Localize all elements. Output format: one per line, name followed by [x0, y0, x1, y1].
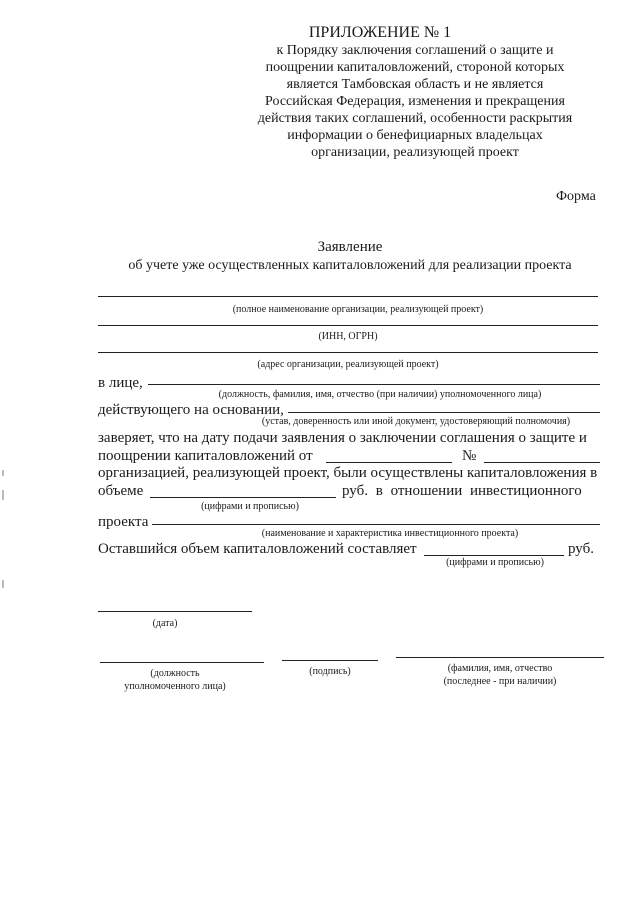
basis-caption: (устав, доверенность или иной документ, удостоверяющий полномочия)	[261, 416, 571, 427]
remaining-text: Оставшийся объем капиталовложений составляет	[98, 541, 417, 557]
project-line[interactable]	[152, 524, 600, 525]
amount-line[interactable]	[150, 497, 336, 498]
scan-edge-mark	[2, 470, 4, 476]
header-line: Российская Федерация, изменения и прекращения	[265, 94, 565, 109]
person-line[interactable]	[148, 384, 600, 385]
body-line: организацией, реализующей проект, были осуществлены капиталовложения в	[98, 465, 598, 481]
form-label: Форма	[556, 189, 596, 204]
body-line: заверяет, что на дату подачи заявления о заключении соглашения о защите и	[98, 430, 587, 446]
header-line: организации, реализующей проект	[311, 145, 519, 160]
body-line: поощрении капиталовложений от	[98, 448, 313, 464]
document-subtitle: об учете уже осуществленных капиталовложений для реализации проекта	[128, 258, 572, 273]
agreement-date-line[interactable]	[326, 462, 452, 463]
position-caption: уполномоченного лица)	[124, 681, 226, 692]
remaining-currency: руб.	[568, 541, 594, 557]
remaining-amount-line[interactable]	[424, 555, 564, 556]
appendix-title: ПРИЛОЖЕНИЕ № 1	[308, 24, 452, 41]
amount-caption: (цифрами и прописью)	[201, 501, 299, 512]
position-line[interactable]	[100, 662, 264, 663]
address-caption: (адрес организации, реализующей проект)	[257, 359, 439, 370]
org-name-caption: (полное наименование организации, реализующей проект)	[232, 304, 484, 315]
person-prefix: в лице,	[98, 375, 143, 391]
org-name-line[interactable]	[98, 296, 598, 297]
fullname-line[interactable]	[396, 657, 604, 658]
signature-caption: (подпись)	[309, 666, 351, 677]
basis-prefix: действующего на основании,	[98, 402, 284, 418]
project-caption: (наименование и характеристика инвестиционного проекта)	[261, 528, 519, 539]
header-line: является Тамбовская область и не является	[286, 77, 544, 92]
address-line[interactable]	[98, 352, 598, 353]
remaining-caption: (цифрами и прописью)	[446, 557, 544, 568]
date-caption: (дата)	[152, 618, 178, 629]
fullname-caption: (последнее - при наличии)	[443, 676, 557, 687]
header-line: информации о бенефициарных владельцах	[287, 128, 543, 143]
signature-line[interactable]	[282, 660, 378, 661]
person-caption: (должность, фамилия, имя, отчество (при наличии) уполномоченного лица)	[218, 389, 542, 400]
fullname-caption: (фамилия, имя, отчество	[447, 663, 553, 674]
header-line: действия таких соглашений, особенности раскрытия	[257, 111, 573, 126]
basis-line[interactable]	[288, 412, 600, 413]
position-caption: (должность	[150, 668, 200, 679]
header-line: поощрении капиталовложений, стороной которых	[265, 60, 565, 75]
body-line: объеме	[98, 483, 144, 499]
header-line: к Порядку заключения соглашений о защите и	[276, 43, 554, 58]
agreement-number-line[interactable]	[484, 462, 600, 463]
scan-edge-mark	[2, 490, 4, 500]
inn-caption: (ИНН, ОГРН)	[318, 331, 378, 342]
date-line[interactable]	[98, 611, 252, 612]
number-sign: №	[462, 448, 477, 464]
scan-edge-mark	[2, 580, 4, 588]
document-title: Заявление	[317, 239, 383, 255]
project-prefix: проекта	[98, 514, 149, 530]
body-line: руб. в отношении инвестиционного	[342, 483, 582, 499]
inn-line[interactable]	[98, 325, 598, 326]
